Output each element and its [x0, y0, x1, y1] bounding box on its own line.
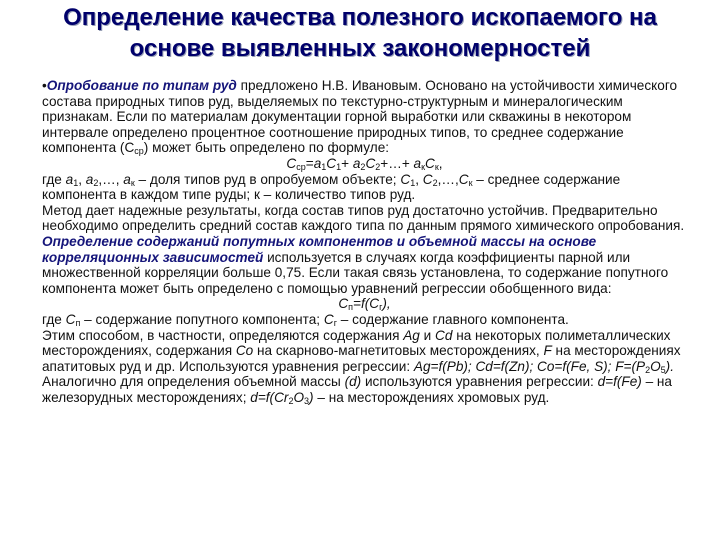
- title-line-1: Определение качества полезного ископаемого на: [63, 4, 657, 31]
- paragraph-formula-explanation: где $а_1$, $а_2,\dots$, $а_к$ – доля типов руд в опробуемом объекте; $С_1$, $С_2,\dots,С_к$ – среднее содержание компонента в каждом типе руды; к – количество типов руд.: [42, 171, 621, 203]
- formula-average-content: $С_{ср}=а_1С_1+$ $а_2С_2+\dots+ а_кС_к$,: [286, 155, 443, 172]
- paragraph-ore-type-sampling: •Опробование по типам руд предложено Н.В. Ивановым. Основано на устойчивости химического состава природных типов руд, выделяемых по текстурно-структурным и минералогическим признакам. Если по материалам документации горной выработки или скважины в некотором интервале определено процентное соотношение природных типов, то среднее содержание компонента $(С_{ср})$ может быть определено по формуле:: [42, 78, 678, 157]
- term-correlation-method: Определение содержаний попутных компонентов и объемной массы на основе корреляционных зависимостей: [42, 233, 597, 265]
- formula-regression: $С_п=f(С_г)$,: [338, 296, 391, 313]
- bullet: •: [42, 78, 47, 93]
- slide-body: [42, 78, 687, 405]
- term-ore-type-sampling: Опробование по типам руд: [46, 78, 237, 93]
- paragraph-correlation-method: Определение содержаний попутных компонентов и объемной массы на основе корреляционных зависимостей используется в случаях когда коэффициенты парной или множественной корреляции больше 0,75. Если такая связь установлена, то содержание попутного компонента может быть определено с помощью уравнений регрессии обобщенного вида:: [42, 233, 669, 296]
- slide-title: [0, 2, 720, 64]
- paragraph-method-reliability: Метод дает надежные результаты, когда состав типов руд достаточно устойчив. Предварительно необходимо определить средний состав каждого типа по данным прямого химического опробования.: [42, 202, 685, 234]
- paragraph-regression-examples: Этим способом, в частности, определяются содержания Ag и Cd на некоторых полиметаллических месторождениях, содержания Co на скарново-магнетитовых месторождениях, F на месторождениях апатитовых руд и др. Используются уравнения регрессии: Ag=f(Pb); Cd=f(Zn); Co=f(Fe, S); $F=(P_2O_5)$. Аналогично для определения объемной массы (d) используются уравнения регрессии: d=f(Fe) – на железорудных месторождениях; $d=f(Cr_2O_3)$ – на месторождениях хромовых руд.: [42, 327, 681, 406]
- title-line-2: основе выявленных закономерностей: [129, 35, 591, 62]
- paragraph-regression-explanation: где $С_п$ – содержание попутного компонента; $С_г$ – содержание главного компонента.: [42, 311, 569, 328]
